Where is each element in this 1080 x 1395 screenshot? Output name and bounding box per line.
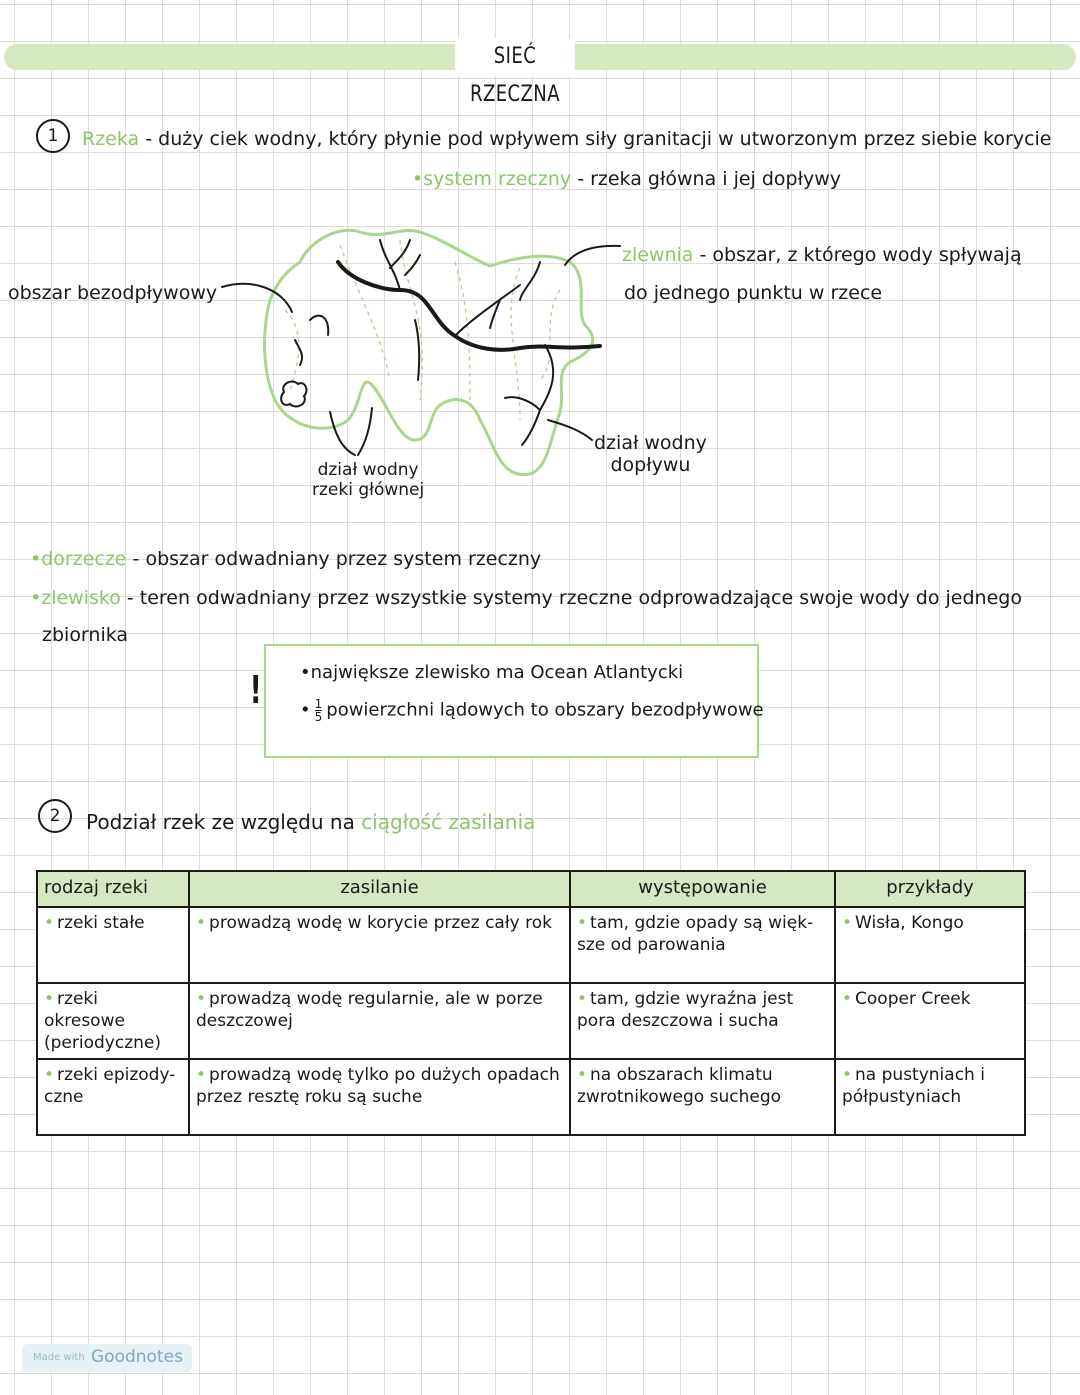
bullet: •	[44, 989, 55, 1009]
label-obszar-bezodplywowy: obszar bezodpływowy	[8, 282, 218, 304]
header-zasilanie: zasilanie	[189, 871, 570, 907]
table-cell	[570, 1059, 835, 1135]
rzeka-term: Rzeka	[82, 128, 140, 150]
internal-divides	[285, 240, 560, 420]
bullet: •	[30, 548, 42, 570]
zlewnia-term: zlewnia	[622, 244, 694, 266]
system-rzeczny-line	[412, 168, 841, 190]
bullet: •	[196, 913, 207, 933]
system-rzeczny-definition: - rzeka główna i jej dopływy	[577, 168, 842, 190]
table-cell	[37, 1059, 189, 1135]
bullet: •	[577, 1065, 588, 1086]
zlewnia-definition-line2: do jednego punktu w rzece	[624, 282, 883, 304]
section-1-number: 1	[36, 119, 70, 153]
zlewisko-line2: zbiornika	[42, 624, 129, 646]
dorzecze-line	[30, 548, 541, 570]
rivers-table	[36, 870, 1026, 1136]
zlewisko-line	[30, 587, 1022, 609]
label-dzial-doplywu-line1: dział wodny	[594, 432, 707, 454]
zlewisko-definition: - teren odwadniany przez wszystkie systemy rzeczne odprowadzające swoje wody do jednego	[126, 587, 1022, 609]
endorheic-lake	[281, 382, 306, 407]
table-cell	[835, 907, 1025, 983]
header-przyklady: przykłady	[835, 871, 1025, 907]
header-wystepowanie: występowanie	[570, 871, 835, 907]
cell-text: rzeki okresowe (periodyczne)	[44, 989, 161, 1054]
cell-text: na pustyniach i półpustyniach	[842, 1065, 985, 1108]
cell-text: prowadzą wodę w korycie przez cały rok	[209, 913, 552, 933]
cell-text: rzeki epizody-czne	[44, 1065, 176, 1108]
cell-text: rzeki stałe	[57, 913, 145, 933]
note-item-1	[300, 662, 683, 683]
rzeka-definition-line	[82, 128, 1051, 150]
label-dzial-doplywu-line2: dopływu	[610, 454, 691, 476]
table-row	[37, 907, 1025, 983]
table-cell	[570, 983, 835, 1059]
label-dzial-wodny-doplywu	[594, 432, 707, 476]
bullet: •	[577, 913, 588, 933]
bullet: •	[412, 168, 424, 190]
zlewnia-definition-line1	[622, 244, 1022, 266]
dorzecze-term: dorzecze	[41, 548, 127, 570]
table-row	[37, 983, 1025, 1059]
fraction	[315, 698, 323, 723]
table-cell	[189, 983, 570, 1059]
bullet: •	[196, 1065, 207, 1086]
table-row	[37, 1059, 1025, 1135]
zlewnia-definition: - obszar, z którego wody spływają	[699, 244, 1022, 266]
goodnotes-logo: Goodnotes	[91, 1347, 183, 1367]
table-cell	[835, 1059, 1025, 1135]
bullet: •	[44, 913, 55, 933]
bullet: •	[842, 989, 853, 1009]
made-with-label: Made with	[33, 1352, 85, 1363]
section-2-heading-highlight: ciągłość zasilania	[361, 810, 536, 834]
bullet: •	[300, 699, 311, 721]
bullet: •	[842, 913, 853, 933]
catchment-outline	[265, 230, 593, 474]
label-dzial-glownej-line1: dział wodny	[317, 460, 419, 480]
bullet: •	[30, 587, 42, 609]
cell-text: prowadzą wodę tylko po dużych opadach przez resztę roku są suche	[196, 1065, 560, 1108]
bullet: •	[196, 989, 207, 1009]
dorzecze-definition: - obszar odwadniany przez system rzeczny	[132, 548, 542, 570]
fraction-denominator: 5	[314, 710, 323, 724]
bullet: •	[44, 1065, 55, 1086]
bullet: •	[577, 989, 588, 1009]
table-cell	[835, 983, 1025, 1059]
exclamation-icon: !	[249, 668, 262, 712]
bullet: •	[300, 662, 311, 683]
table-cell	[189, 907, 570, 983]
label-dzial-wodny-glownej	[312, 460, 424, 500]
zlewisko-term: zlewisko	[41, 587, 121, 609]
section-2-heading-prefix: Podział rzek ze względu na	[86, 810, 355, 834]
section-2-number: 2	[38, 799, 72, 833]
fraction-numerator: 1	[314, 697, 323, 711]
cell-text: tam, gdzie opady są więk-sze od parowania	[577, 913, 814, 956]
note-item-2	[300, 698, 764, 723]
river-network	[295, 240, 600, 445]
system-rzeczny-term: system rzeczny	[423, 168, 572, 190]
cell-text: tam, gdzie wyraźna jest pora deszczowa i sucha	[577, 989, 794, 1032]
cell-text: na obszarach klimatu zwrotnikowego suchego	[577, 1065, 782, 1108]
cell-text: Cooper Creek	[855, 989, 971, 1009]
table-cell	[37, 983, 189, 1059]
note-item-2-text: powierzchni lądowych to obszary bezodpływowe	[326, 699, 764, 721]
label-dzial-glownej-line2: rzeki głównej	[312, 480, 425, 500]
note-item-1-text: największe zlewisko ma Ocean Atlantycki	[310, 662, 684, 683]
table-header-row	[37, 871, 1025, 907]
table-cell	[570, 907, 835, 983]
page-title: SIEĆ RZECZNA	[455, 38, 575, 76]
table-cell	[37, 907, 189, 983]
header-rodzaj-rzeki: rodzaj rzeki	[37, 871, 189, 907]
section-2-heading	[86, 810, 535, 834]
bullet: •	[842, 1065, 853, 1086]
cell-text: prowadzą wodę regularnie, ale w porze deszczowej	[196, 989, 543, 1032]
cell-text: Wisła, Kongo	[855, 913, 964, 933]
table-cell	[189, 1059, 570, 1135]
rzeka-definition: - duży ciek wodny, który płynie pod wpływem siły granitacji w utworzonym przez siebie korycie	[145, 128, 1052, 150]
